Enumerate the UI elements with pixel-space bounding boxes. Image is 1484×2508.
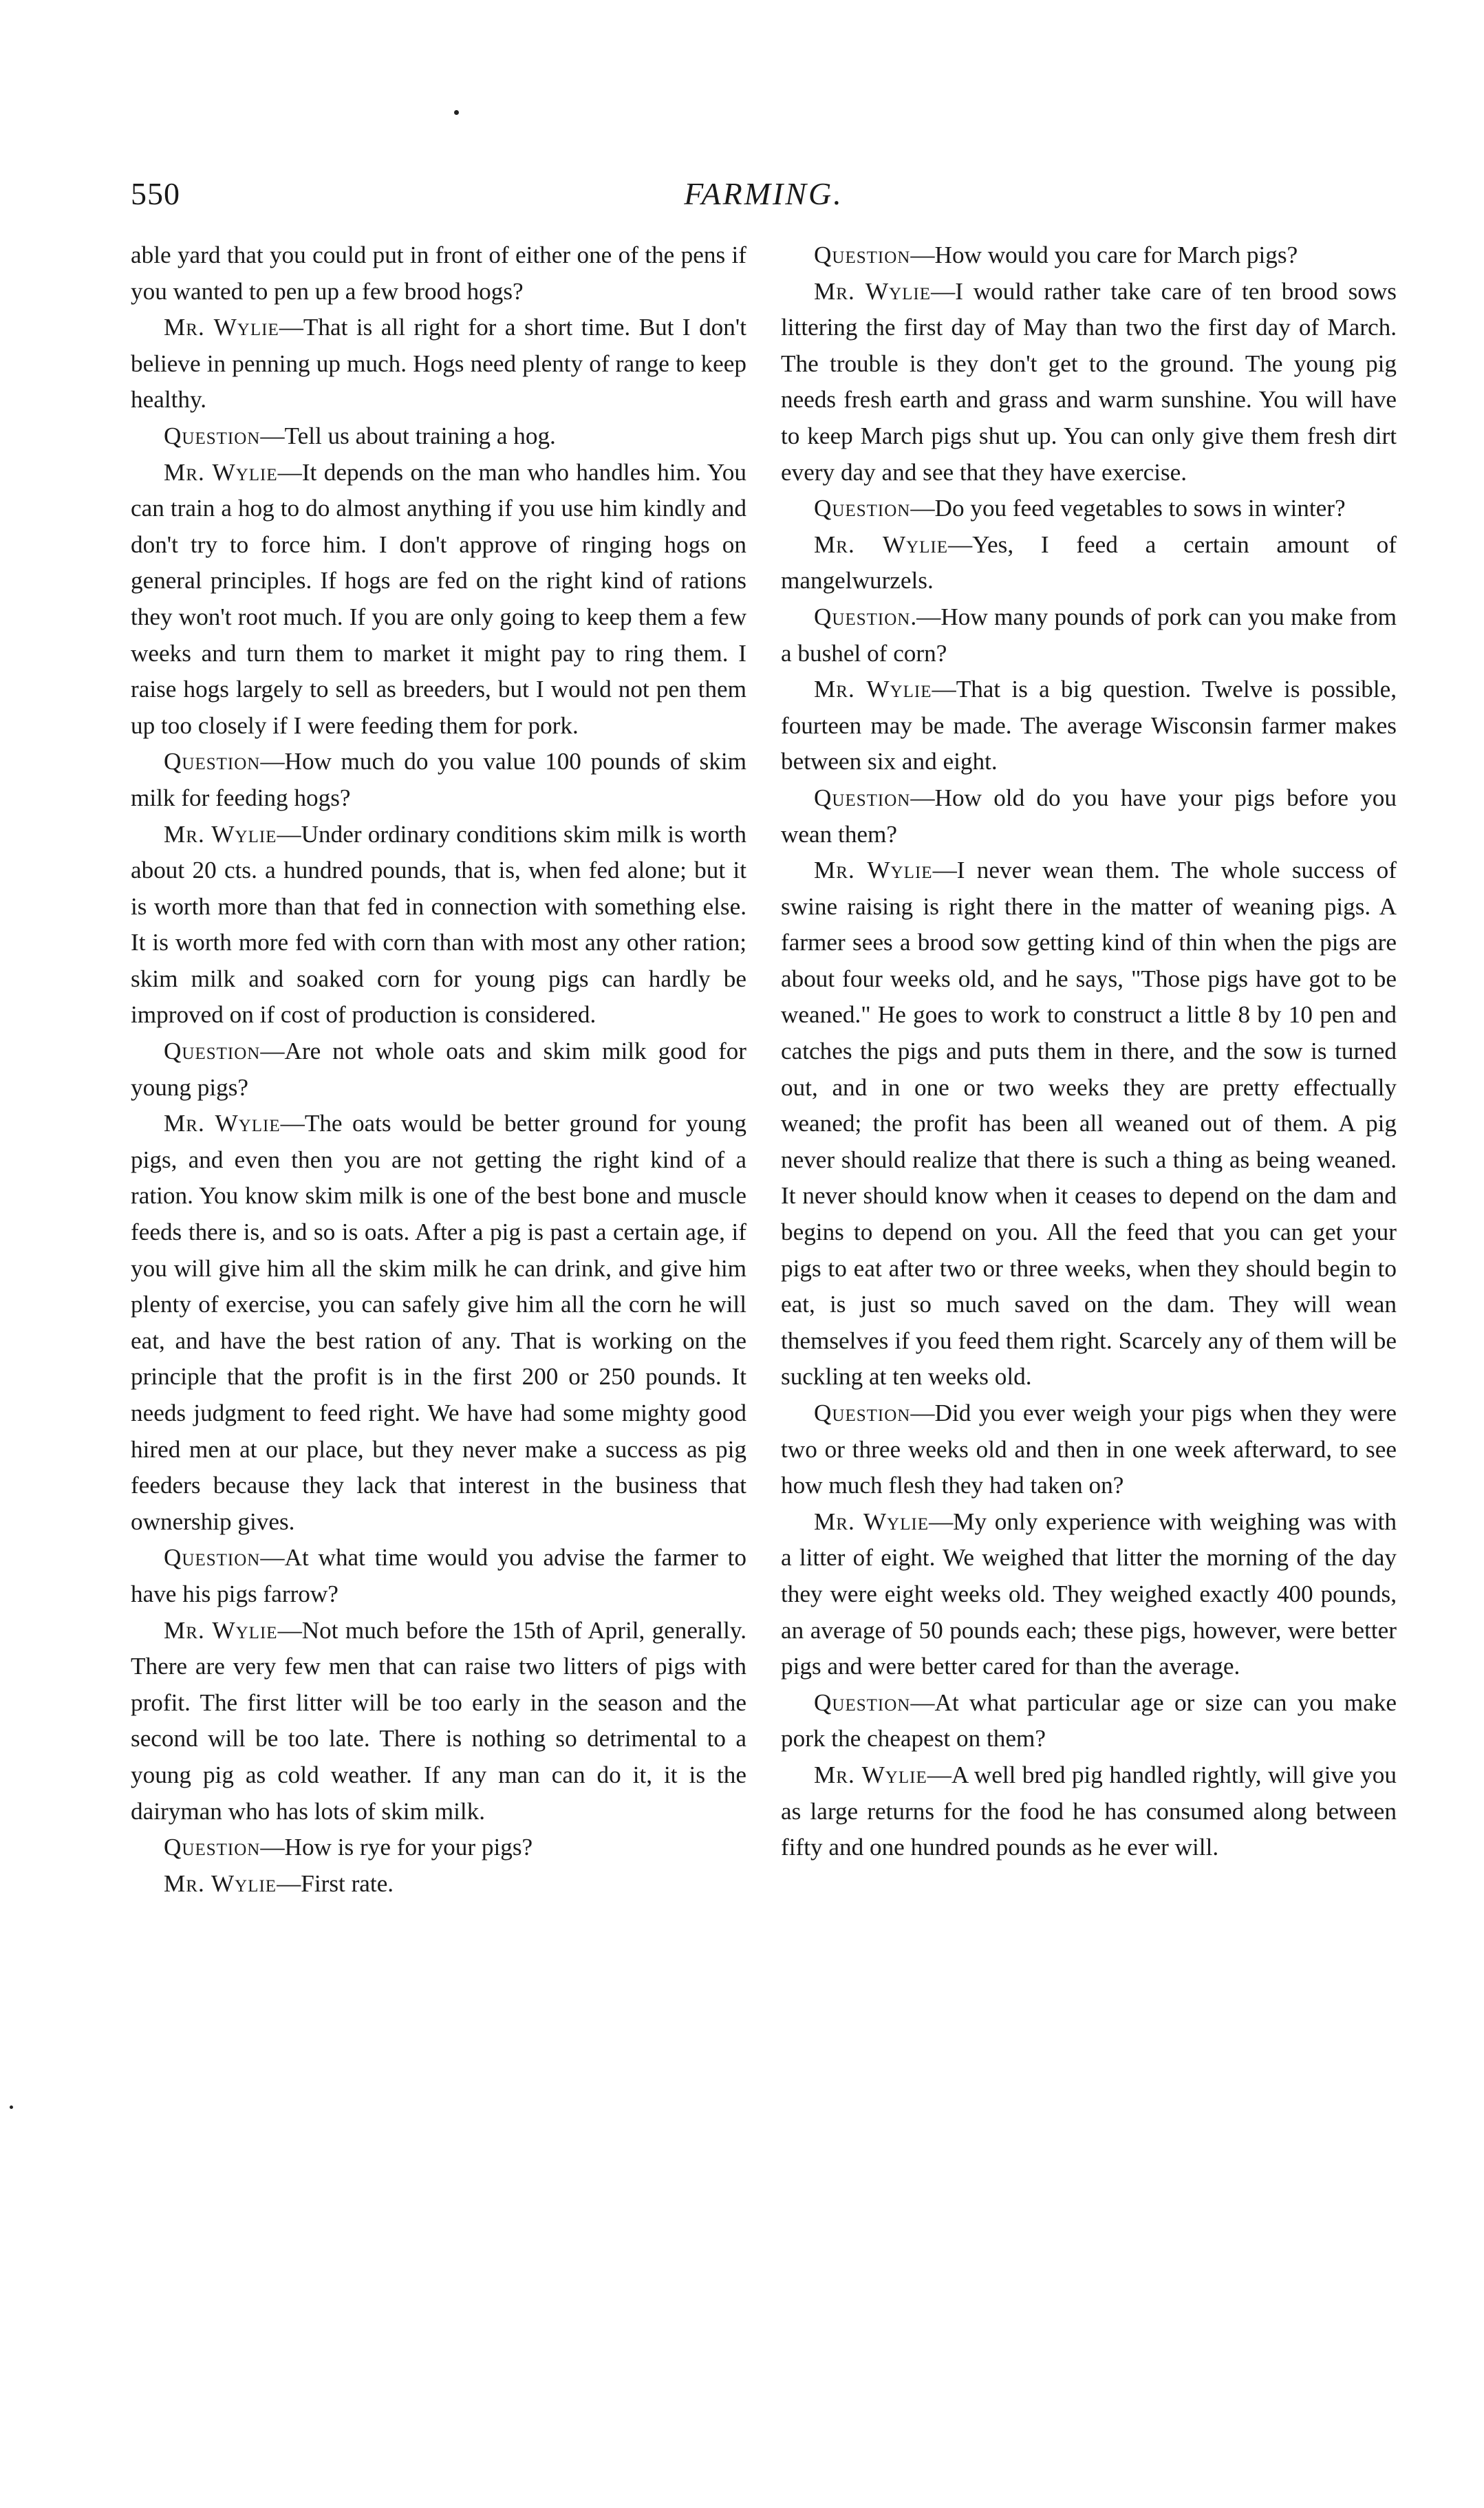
paragraph xyxy=(131,1866,746,1903)
left-column xyxy=(131,237,746,1902)
paragraph xyxy=(131,1540,746,1612)
paragraph-text: —How is rye for your pigs? xyxy=(260,1834,533,1861)
paragraph-text: —Yes, I feed a certain amount of mangelwurzels. xyxy=(781,530,1397,594)
paragraph-text: able yard that you could put in front of either one of the pens if you wanted to pen up a few brood hogs? xyxy=(131,242,746,305)
speaker-label: Mr. Wylie xyxy=(164,1869,277,1897)
speaker-label: Mr. Wylie xyxy=(164,1616,278,1644)
speaker-label: Question xyxy=(814,1689,911,1716)
paragraph-text: —Tell us about training a hog. xyxy=(260,422,556,449)
page-header xyxy=(131,175,1397,224)
paragraph-text: —That is all right for a short time. But I don't believe in penning up much. Hogs need plenty of range to keep healthy. xyxy=(131,314,746,414)
paragraph-text: —Did you ever weigh your pigs when they were two or three weeks old and then in one week afterward, to see how much flesh they had taken on? xyxy=(781,1400,1397,1499)
paragraph xyxy=(131,1033,746,1106)
speaker-label: Question xyxy=(814,784,911,811)
paragraph xyxy=(131,455,746,744)
right-column xyxy=(781,237,1397,1866)
paragraph xyxy=(781,1504,1397,1685)
speaker-label: Mr. Wylie xyxy=(164,314,279,341)
speaker-label: Question xyxy=(164,1038,261,1065)
paragraph-text: —How old do you have your pigs before you wean them? xyxy=(781,784,1397,848)
speaker-label: Question xyxy=(814,603,911,630)
speaker-label: Question xyxy=(164,1834,261,1861)
paragraph-text: —I would rather take care of ten brood sows littering the first day of May than two the first day of March. The trouble is they don't get to the ground. The young pig needs fresh earth and grass and warm sunshine. You will have to keep March pigs shut up. You can only give them fresh dirt every day and see that they have exercise. xyxy=(781,277,1397,486)
paragraph-text: —At what time would you advise the farmer to have his pigs farrow? xyxy=(131,1544,746,1607)
paragraph xyxy=(781,1395,1397,1504)
speaker-label: Mr. Wylie xyxy=(814,277,932,305)
paragraph-text: —Do you feed vegetables to sows in winter? xyxy=(910,495,1346,522)
paragraph-text: —How would you care for March pigs? xyxy=(910,242,1298,268)
paragraph-text: —First rate. xyxy=(277,1869,394,1897)
speaker-label: Mr. Wylie xyxy=(164,820,277,848)
speaker-label: Mr. Wylie xyxy=(164,1110,281,1137)
speaker-label: Question xyxy=(164,748,261,775)
paragraph xyxy=(131,237,746,310)
paragraph-text: —My only experience with weighing was with a litter of eight. We weighed that litter the morning of the day they were eight weeks old. They weighed exactly 400 pounds, an average of 50 pounds each; these pigs, however, were better pigs and were better cared for than the average. xyxy=(781,1508,1397,1680)
paragraph xyxy=(131,1613,746,1830)
paragraph xyxy=(131,744,746,816)
speaker-label: Question xyxy=(814,242,911,268)
paragraph-text: —A well bred pig handled rightly, will give you as large returns for the food he has consumed along between fifty and one hundred pounds as he ever will. xyxy=(781,1761,1397,1861)
paragraph xyxy=(781,1685,1397,1757)
paragraph xyxy=(781,780,1397,853)
paragraph-text: —It depends on the man who handles him. You can train a hog to do almost anything if you use him kindly and don't try to force him. I don't approve of ringing hogs on general principles. If hogs are fed on the right kind of rations they won't root much. If you are only going to keep them a few weeks and turn them to market it might pay to ring them. I raise hogs largely to sell as breeders, but I would not pen them up too closely if I were feeding them for pork. xyxy=(131,458,746,739)
paragraph xyxy=(131,418,746,455)
paragraph-text: .—How many pounds of pork can you make from a bushel of corn? xyxy=(781,603,1397,667)
speaker-label: Question xyxy=(814,495,911,522)
speaker-label: Mr. Wylie xyxy=(814,530,948,558)
paragraph-text: —Under ordinary conditions skim milk is worth about 20 cts. a hundred pounds, that is, when fed alone; but it is worth more than that fed in connection with something else. It is worth more fed with corn than with most any other ration; skim milk and soaked corn for young pigs can hardly be improved on if cost of production is considered. xyxy=(131,820,746,1029)
paragraph xyxy=(781,1757,1397,1866)
running-title: FARMING. xyxy=(684,176,843,211)
paragraph xyxy=(131,310,746,418)
speaker-label: Question xyxy=(164,422,261,449)
page-number: 550 xyxy=(131,176,180,211)
paragraph-text: —The oats would be better ground for young pigs, and even then you are not getting the right kind of a ration. You know skim milk is one of the best bone and muscle feeds there is, and so is oats. After a pig is past a certain age, if you will give him all the skim milk he can drink, and give him plenty of exercise, you can safely give him all the corn he will eat, and have the best ration of any. That is working on the principle that the profit is in the first 200 or 250 pounds. It needs judgment to feed right. We have had some mighty good hired men at our place, but they never make a success as pig feeders because they lack that interest in the business that ownership gives. xyxy=(131,1110,746,1535)
speaker-label: Mr. Wylie xyxy=(814,857,933,884)
paragraph xyxy=(781,672,1397,780)
paragraph-text: —That is a big question. Twelve is possible, fourteen may be made. The average Wisconsin farmer makes between six and eight. xyxy=(781,676,1397,775)
speaker-label: Mr. Wylie xyxy=(814,676,932,703)
paragraph xyxy=(131,1830,746,1866)
paragraph xyxy=(781,853,1397,1395)
paragraph xyxy=(781,527,1397,599)
stray-ink-dot xyxy=(10,2105,13,2109)
paragraph-text: —Not much before the 15th of April, generally. There are very few men that can raise two litters of pigs with profit. The first litter will be too early in the season and the second will be too late. There is nothing so detrimental to a young pig as cold weather. If any man can do it, it is the dairyman who has lots of skim milk. xyxy=(131,1616,747,1825)
paragraph xyxy=(781,599,1397,672)
paragraph xyxy=(131,1106,746,1540)
paragraph xyxy=(781,237,1397,274)
speaker-label: Mr. Wylie xyxy=(814,1508,929,1535)
paragraph-text: —Are not whole oats and skim milk good for young pigs? xyxy=(131,1038,746,1101)
paragraph-text: —I never wean them. The whole success of swine raising is right there in the matter of weaning pigs. A farmer sees a brood sow getting kind of thin when the pigs are about four weeks old, and he says, "Those pigs have got to be weaned." He goes to work to construct a little 8 by 10 pen and catches the pigs and puts them in there, and the sow is turned out, and in one or two weeks they are pretty effectually weaned; the profit has been all weaned out of them. A pig never should realize that there is such a thing as being weaned. It never should know when it ceases to depend on the dam and begins to depend on you. All the feed that you can get your pigs to eat after two or three weeks, when they should begin to eat, is just so much saved on the dam. They will wean themselves if you feed them right. Scarcely any of them will be suckling at ten weeks old. xyxy=(781,857,1397,1391)
paragraph xyxy=(131,817,746,1034)
speaker-label: Question xyxy=(814,1400,911,1426)
speaker-label: Mr. Wylie xyxy=(164,458,278,486)
stray-ink-dot xyxy=(454,110,459,115)
paragraph-text: —At what particular age or size can you make pork the cheapest on them? xyxy=(781,1689,1397,1753)
speaker-label: Question xyxy=(164,1544,261,1572)
paragraph xyxy=(781,491,1397,527)
paragraph-text: —How much do you value 100 pounds of skim milk for feeding hogs? xyxy=(131,748,746,811)
paragraph xyxy=(781,274,1397,491)
speaker-label: Mr. Wylie xyxy=(814,1761,927,1788)
